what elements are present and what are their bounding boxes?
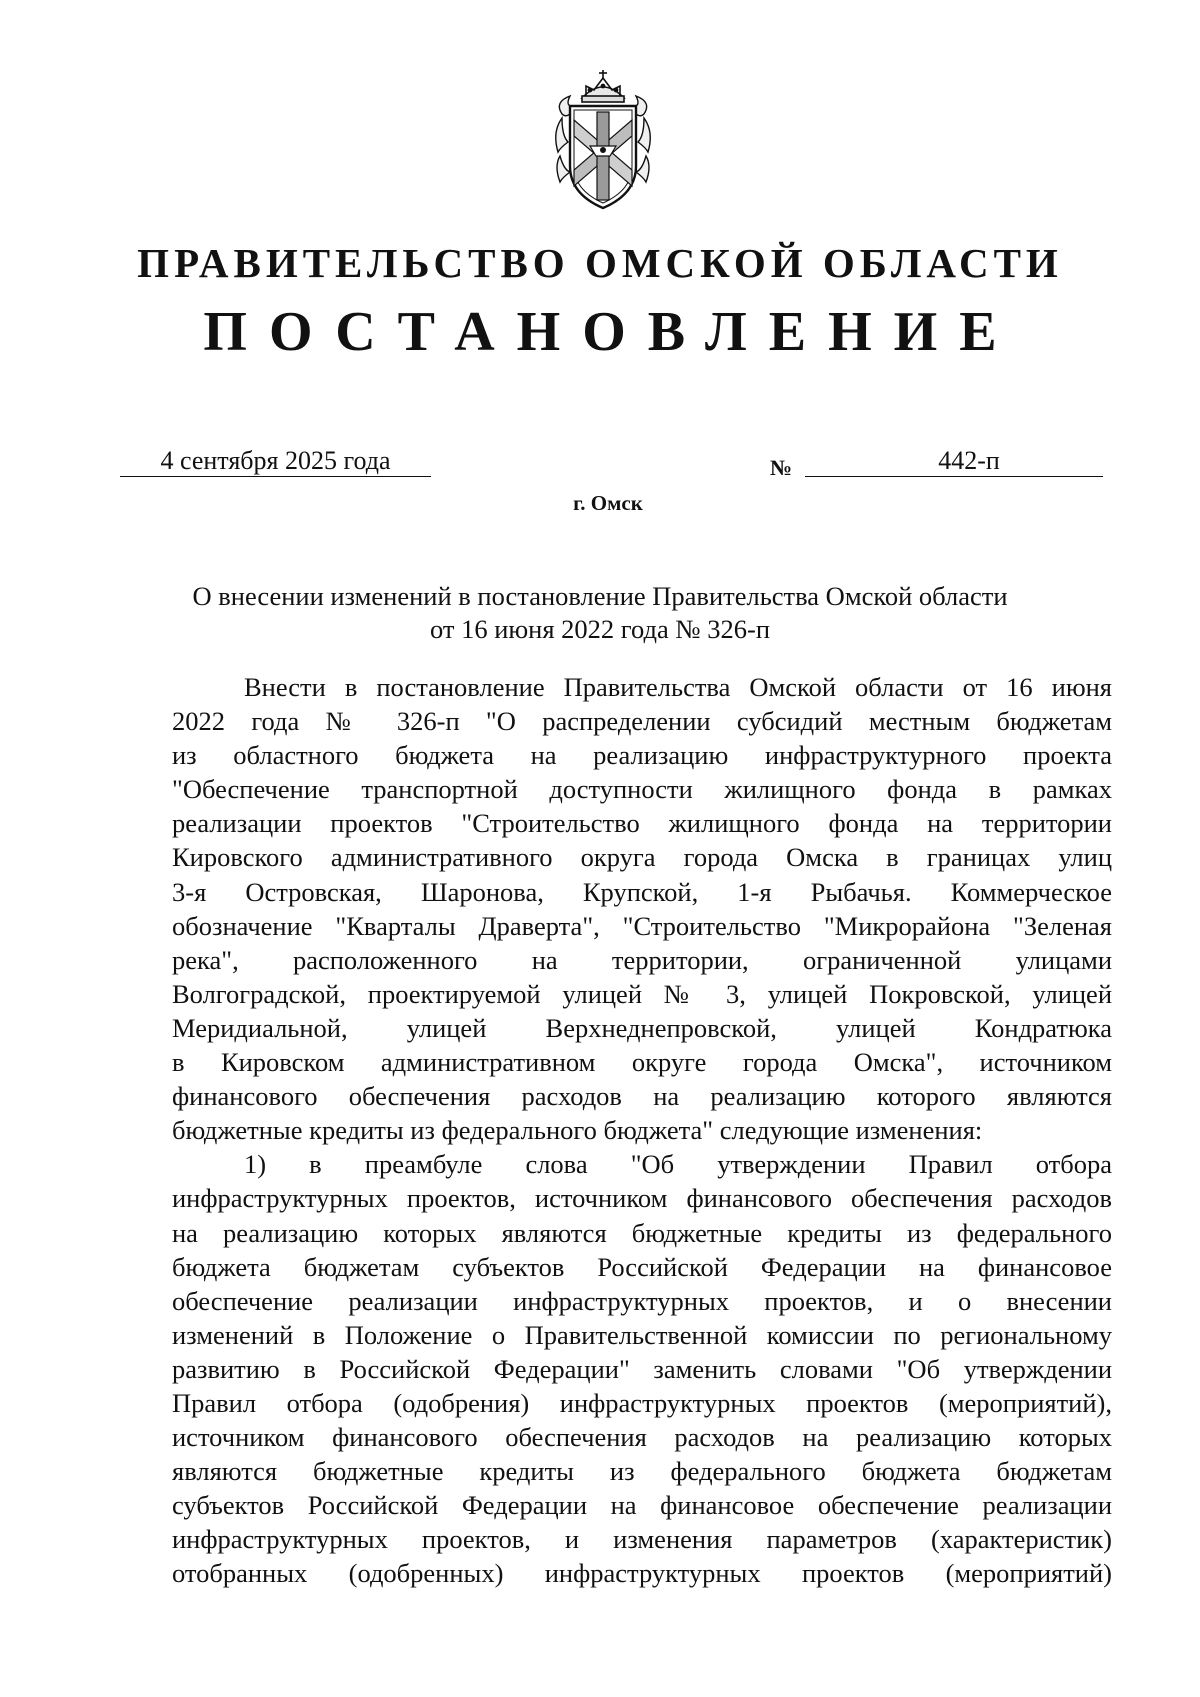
body-line: Волгоградской, проектируемой улицей № 3, улицей Покровской, улицей — [172, 978, 1112, 1009]
body-line: обеспечение реализации инфраструктурных проектов, и о внесении — [172, 1285, 1112, 1316]
body-line: река", расположенного на территории, ограниченной улицами — [172, 944, 1112, 975]
body-line: субъектов Российской Федерации на финансовое обеспечение реализации — [172, 1490, 1112, 1521]
document-date: 4 сентября 2025 года — [120, 446, 431, 477]
body-line: изменений в Положение о Правительственной комиссии по региональному — [172, 1319, 1112, 1350]
body-line: 1) в преамбуле слова "Об утверждении Правил отбора — [244, 1149, 1112, 1180]
body-line: в Кировском административном округе города Омска", источником — [172, 1047, 1112, 1078]
body-line: 2022 года № 326-п "О распределении субсидий местным бюджетам — [172, 706, 1112, 737]
document-type-title: ПОСТАНОВЛЕНИЕ — [203, 301, 1019, 363]
body-line: инфраструктурных проектов, и изменения параметров (характеристик) — [172, 1524, 1112, 1555]
body-line: инфраструктурных проектов, источником финансового обеспечения расходов — [172, 1183, 1112, 1214]
body-line: Меридиальной, улицей Верхнеднепровской, улицей Кондратюка — [172, 1012, 1112, 1043]
body-line: обозначение "Кварталы Драверта", "Строительство "Микрорайона "Зеленая — [172, 910, 1112, 941]
body-line: Кировского административного округа города Омска в границах улиц — [172, 842, 1112, 873]
body-line: 3-я Островская, Шаронова, Крупской, 1-я Рыбачья. Коммерческое — [172, 876, 1112, 907]
body-line: Правил отбора (одобрения) инфраструктурных проектов (мероприятий), — [172, 1387, 1112, 1418]
body-line: из областного бюджета на реализацию инфраструктурного проекта — [172, 740, 1112, 771]
body-line: бюджетные кредиты из федерального бюджета" следующие изменения: — [172, 1115, 983, 1146]
document-city: г. Омск — [573, 491, 643, 515]
omsk-coat-of-arms-icon — [552, 62, 654, 212]
body-line: реализации проектов "Строительство жилищного фонда на территории — [172, 808, 1112, 839]
body-line: финансового обеспечения расходов на реализацию которого являются — [172, 1081, 1112, 1112]
body-line: являются бюджетные кредиты из федерального бюджета бюджетам — [172, 1456, 1112, 1487]
document-body — [172, 670, 1112, 1591]
body-line: бюджета бюджетам субъектов Российской Федерации на финансовое — [172, 1251, 1112, 1282]
body-line: на реализацию которых являются бюджетные кредиты из федерального — [172, 1217, 1112, 1248]
body-line: развитию в Российской Федерации" заменить словами "Об утверждении — [172, 1353, 1112, 1384]
document-subject — [120, 580, 1080, 646]
subject-line: О внесении изменений в постановление Правительства Омской области — [192, 581, 1008, 611]
government-name: ПРАВИТЕЛЬСТВО ОМСКОЙ ОБЛАСТИ — [137, 240, 1063, 286]
body-line: источником финансового обеспечения расходов на реализацию которых — [172, 1422, 1112, 1453]
body-line: Внести в постановление Правительства Омской области от 16 июня — [244, 672, 1112, 702]
number-sign: № — [770, 455, 793, 480]
subject-line: от 16 июня 2022 года № 326-п — [429, 614, 771, 644]
body-line: отобранных (одобренных) инфраструктурных проектов (мероприятий) — [172, 1558, 1112, 1589]
document-number: 442-п — [805, 446, 1103, 477]
body-line: "Обеспечение транспортной доступности жилищного фонда в рамках — [172, 774, 1112, 805]
